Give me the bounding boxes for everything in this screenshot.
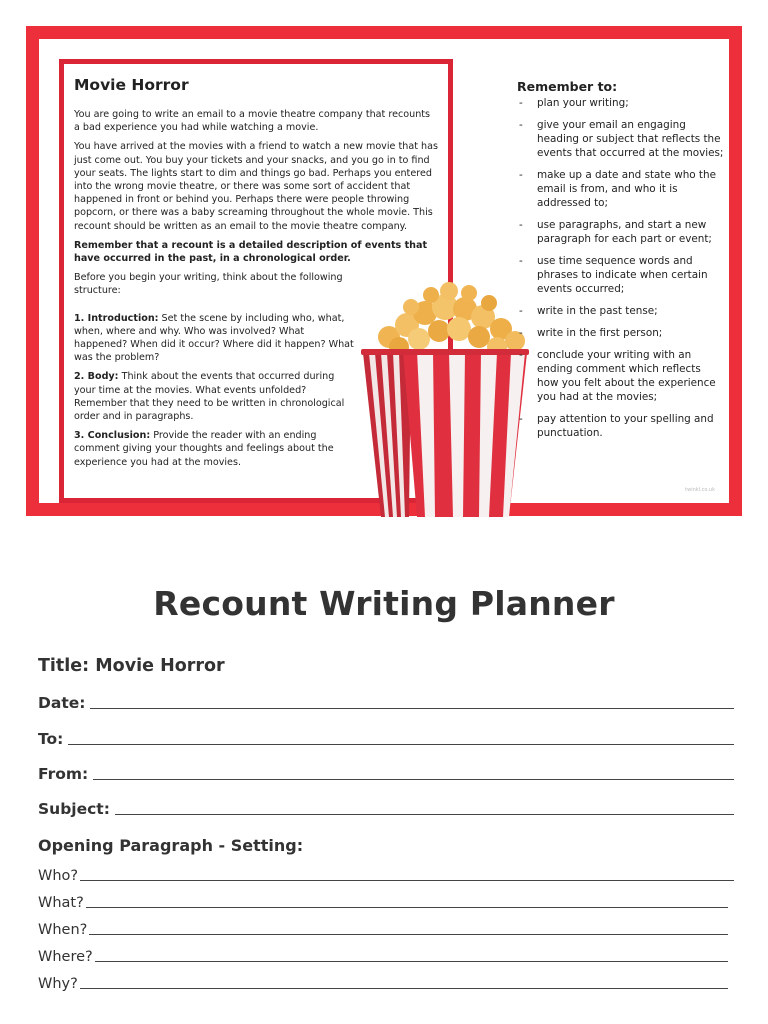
list-item-text: write in the first person;	[537, 327, 663, 339]
list-dash: -	[519, 119, 523, 131]
structure-body	[74, 370, 356, 423]
structure-intro: Before you begin your writing, think about the following structure:	[74, 272, 343, 297]
list-item	[505, 304, 725, 318]
why-writing-line[interactable]	[80, 987, 728, 989]
from-field[interactable]	[38, 765, 734, 783]
from-label: From:	[38, 765, 89, 783]
structure-conclusion	[74, 429, 356, 469]
from-writing-line[interactable]	[93, 778, 734, 780]
structure-introduction-text: Set the scene by including who, what, when, where and why. Who was involved? What happened? When did it occur? Where did it happen? What was the problem?	[74, 312, 354, 364]
subject-label: Subject:	[38, 800, 110, 818]
remember-checklist	[505, 79, 725, 448]
list-item-text: use time sequence words and phrases to indicate when certain events occurred;	[537, 255, 708, 295]
list-dash: -	[519, 97, 523, 109]
list-dash: -	[519, 255, 523, 267]
list-item	[505, 254, 725, 296]
list-dash: -	[519, 169, 523, 181]
structure-body-label: 2. Body:	[74, 371, 119, 383]
why-field[interactable]	[38, 976, 728, 992]
why-label: Why?	[38, 976, 78, 992]
date-field[interactable]	[38, 694, 734, 712]
watermark: twinkl.co.uk	[685, 487, 715, 493]
list-item	[505, 348, 725, 404]
when-label: When?	[38, 922, 88, 938]
subject-field[interactable]	[38, 800, 734, 818]
list-item-text: give your email an engaging heading or subject that reflects the events that occurred at the movies;	[537, 119, 724, 159]
task-scenario-paragraph: You have arrived at the movies with a friend to watch a new movie that has just come out. You buy your tickets and your snacks, and you go in to find your seats. The lights start to dim and things go bad. Perhaps you entered into the wrong movie theatre, or there was some sort of accident that happened in front or behind you. Perhaps there were people throwing popcorn, or there was a baby screaming throughout the whole movie. This recount should be written as an email to the movie theatre company.	[74, 141, 438, 232]
list-item	[505, 412, 725, 440]
where-writing-line[interactable]	[95, 960, 728, 962]
recount-definition: Remember that a recount is a detailed description of events that have occurred in the past, in a chronological order.	[74, 239, 428, 265]
list-item	[505, 96, 725, 110]
date-label: Date:	[38, 694, 86, 712]
list-item-text: conclude your writing with an ending comment which reflects how you felt about the experience you had at the movies;	[537, 349, 716, 403]
task-card	[26, 26, 742, 516]
date-writing-line[interactable]	[90, 707, 734, 709]
list-item-text: make up a date and state who the email is from, and who it is addressed to;	[537, 169, 716, 209]
who-field[interactable]	[38, 868, 734, 884]
what-label: What?	[38, 895, 84, 911]
who-writing-line[interactable]	[80, 879, 734, 881]
list-item	[505, 168, 725, 210]
list-item-text: use paragraphs, and start a new paragraph for each part or event;	[537, 219, 712, 245]
where-label: Where?	[38, 949, 93, 965]
list-item-text: write in the past tense;	[537, 305, 658, 317]
when-writing-line[interactable]	[89, 933, 728, 935]
structure-conclusion-text: Provide the reader with an ending comment giving your thoughts and feelings about the experience you had at the movies.	[74, 430, 334, 468]
when-field[interactable]	[38, 922, 728, 938]
list-dash: -	[519, 219, 523, 231]
where-field[interactable]	[38, 949, 728, 965]
to-writing-line[interactable]	[68, 743, 734, 745]
structure-body-text: Think about the events that occurred during your time at the movies. What events unfolded? Remember that they need to be written in chronological order and in paragraphs.	[74, 371, 345, 423]
list-dash: -	[519, 349, 523, 361]
what-writing-line[interactable]	[86, 906, 728, 908]
list-dash: -	[519, 327, 523, 339]
to-label: To:	[38, 730, 64, 748]
what-field[interactable]	[38, 895, 728, 911]
popcorn-kernels	[378, 282, 525, 357]
remember-title: Remember to:	[517, 79, 618, 94]
list-item	[505, 326, 725, 340]
task-intro-paragraph: You are going to write an email to a movie theatre company that recounts a bad experience you had while watching a movie.	[74, 109, 431, 134]
list-dash: -	[519, 305, 523, 317]
planner-title: Recount Writing Planner	[153, 584, 615, 623]
popcorn-box	[361, 349, 529, 517]
list-item	[505, 218, 725, 246]
list-item-text: pay attention to your spelling and punctuation.	[537, 413, 714, 439]
to-field[interactable]	[38, 730, 734, 748]
remember-list	[505, 96, 725, 440]
task-title: Movie Horror	[74, 76, 189, 94]
structure-introduction	[74, 312, 356, 365]
structure-introduction-label: 1. Introduction:	[74, 312, 159, 324]
planner-title-line: Title: Movie Horror	[38, 656, 225, 676]
who-label: Who?	[38, 868, 79, 884]
opening-paragraph-heading: Opening Paragraph - Setting:	[38, 836, 304, 855]
list-dash: -	[519, 413, 523, 425]
subject-writing-line[interactable]	[115, 813, 734, 815]
list-item-text: plan your writing;	[537, 97, 629, 109]
list-item	[505, 118, 725, 160]
structure-conclusion-label: 3. Conclusion:	[74, 430, 151, 442]
